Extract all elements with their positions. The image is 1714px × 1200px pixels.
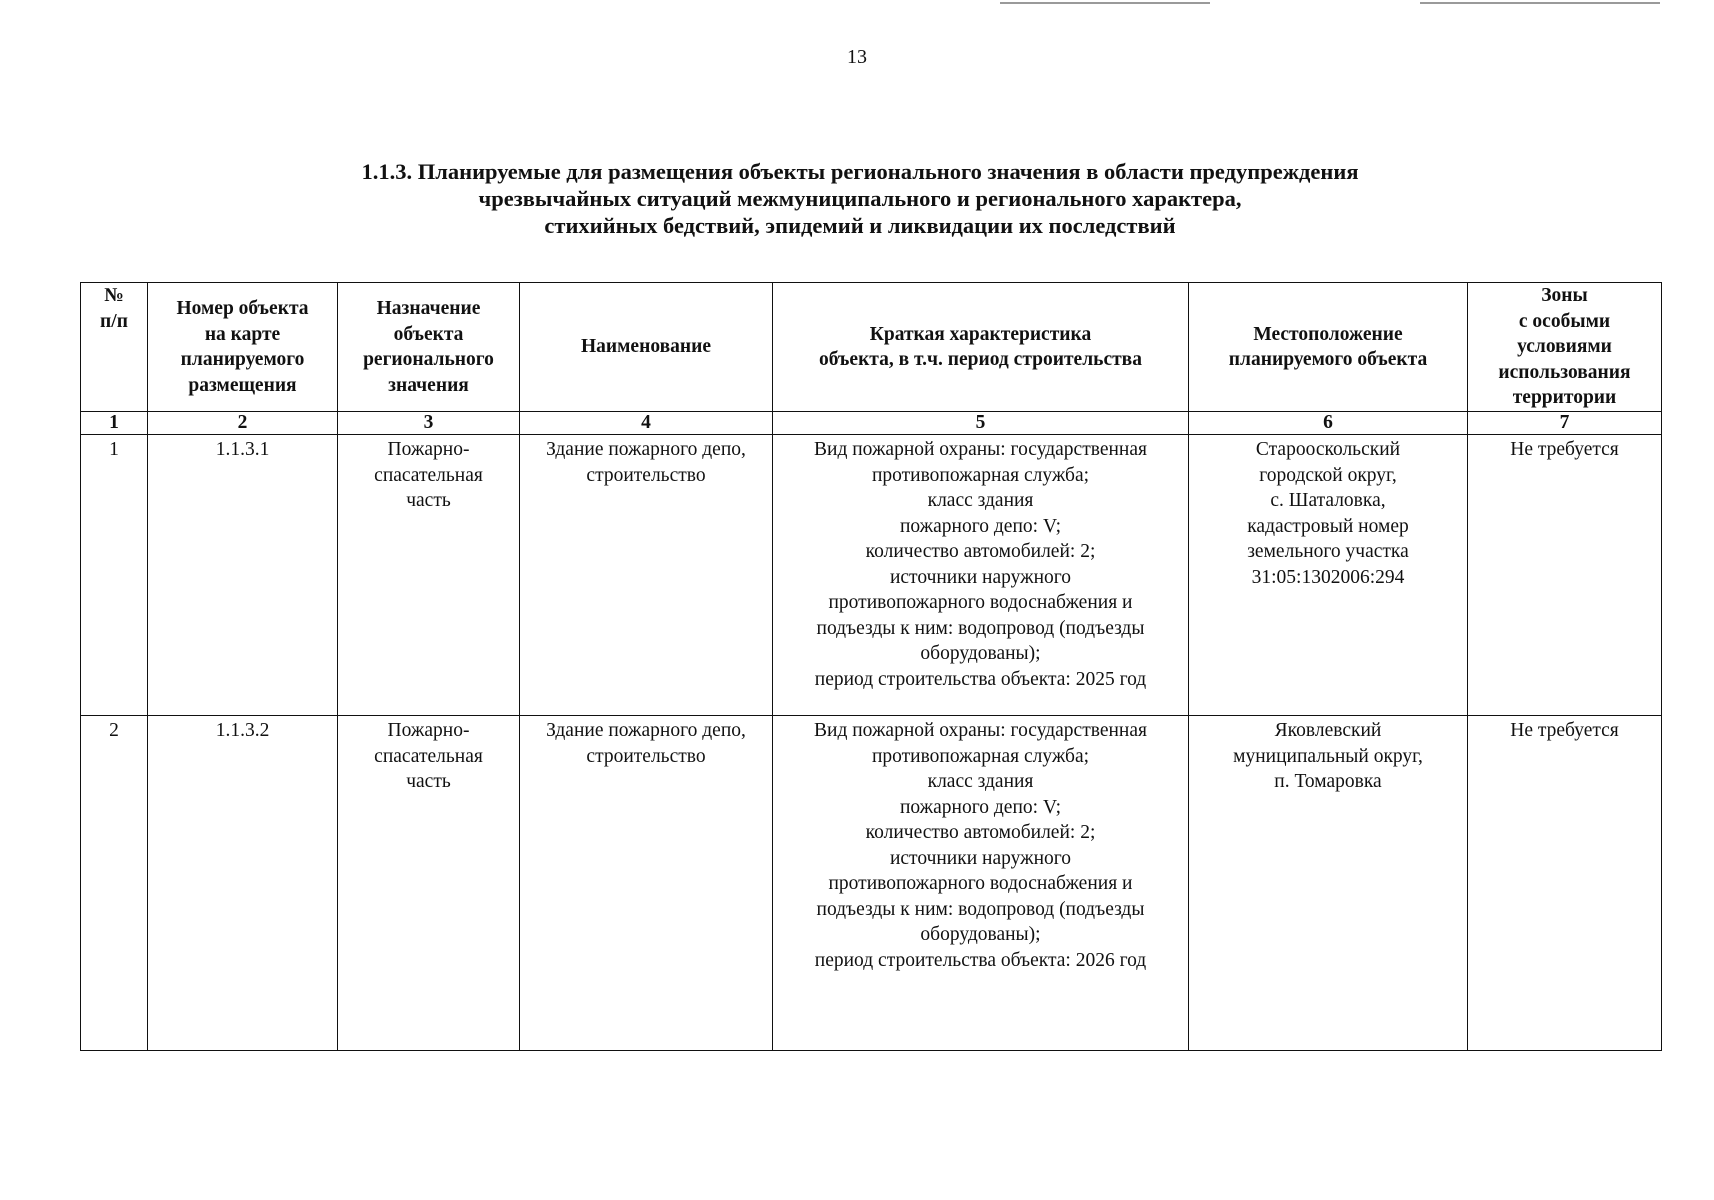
header-cell-location: Местоположение планируемого объекта [1189,283,1468,412]
header-cell-object-number: Номер объекта на карте планируемого размещения [148,283,338,412]
cell-object-number: 1.1.3.1 [148,435,338,716]
scan-rule-top [1000,2,1210,4]
header-cell-purpose: Назначение объекта регионального значения [338,283,520,412]
column-number: 7 [1468,412,1662,435]
cell-characteristics: Вид пожарной охраны: государственная противопожарная служба; класс здания пожарного депо: V; количество автомобилей: 2; источники наружного противопожарного водоснабжения и подъезды к ним: водопровод (подъезды оборудованы); период строительства объекта: 2025 год [773,435,1189,716]
cell-zones: Не требуется [1468,435,1662,716]
cell-name: Здание пожарного депо, строительство [520,435,773,716]
table-row [81,435,1662,716]
column-number: 4 [520,412,773,435]
column-number: 6 [1189,412,1468,435]
cell-object-number: 1.1.3.2 [148,716,338,1051]
objects-table [80,282,1662,1051]
title-line: чрезвычайных ситуаций межмуниципального и регионального характера, [478,186,1242,211]
column-number-row [81,412,1662,435]
column-number: 5 [773,412,1189,435]
header-cell-zones: Зоны с особыми условиями использования территории [1468,283,1662,412]
column-number: 2 [148,412,338,435]
cell-row-number: 2 [81,716,148,1051]
column-number: 3 [338,412,520,435]
cell-characteristics: Вид пожарной охраны: государственная противопожарная служба; класс здания пожарного депо: V; количество автомобилей: 2; источники наружного противопожарного водоснабжения и подъезды к ним: водопровод (подъезды оборудованы); период строительства объекта: 2026 год [773,716,1189,1051]
title-line: стихийных бедствий, эпидемий и ликвидации их последствий [544,213,1176,238]
page-number: 13 [847,46,867,68]
table-header-row [81,283,1662,412]
document-title [140,158,1580,239]
column-number: 1 [81,412,148,435]
cell-zones: Не требуется [1468,716,1662,1051]
title-line: 1.1.3. Планируемые для размещения объекты регионального значения в области предупреждения [361,159,1359,184]
header-cell-name: Наименование [520,283,773,412]
header-cell-number: № п/п [81,283,148,412]
cell-name: Здание пожарного депо, строительство [520,716,773,1051]
table-row [81,716,1662,1051]
cell-location: Старооскольский городской округ, с. Шаталовка, кадастровый номер земельного участка 31:05:1302006:294 [1189,435,1468,716]
cell-row-number: 1 [81,435,148,716]
cell-purpose: Пожарно- спасательная часть [338,435,520,716]
cell-location: Яковлевский муниципальный округ, п. Томаровка [1189,716,1468,1051]
scan-rule-top-right [1420,2,1660,4]
cell-purpose: Пожарно- спасательная часть [338,716,520,1051]
header-cell-characteristics: Краткая характеристика объекта, в т.ч. период строительства [773,283,1189,412]
